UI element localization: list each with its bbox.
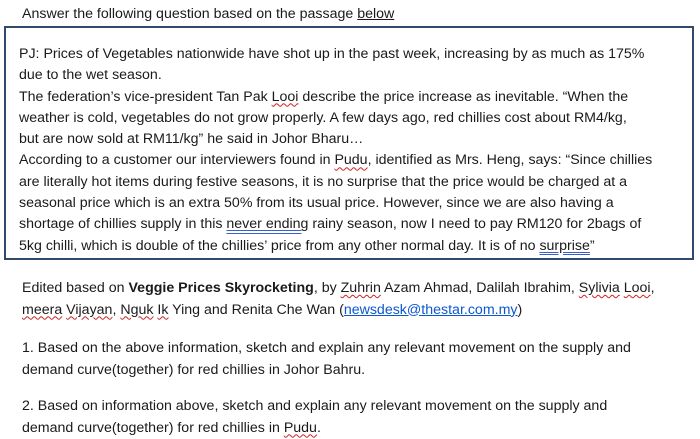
question-2-period: . xyxy=(317,420,321,436)
question-2-line-1: 2. Based on information above, sketch and explain any relevant movement on the supply and xyxy=(22,396,692,418)
author-vijayan: Vijayan xyxy=(66,302,112,318)
credit-line-2 xyxy=(22,300,692,322)
question-2-line-2a: demand curve(together) for red chillies in xyxy=(22,420,284,436)
author-nguk: Nguk xyxy=(120,302,153,318)
instruction-text: Answer the following question based on the passage xyxy=(22,6,357,22)
passage-line-9c: rainy season, now I need to pay RM120 for 2bags of xyxy=(308,216,641,232)
credit-comma: , xyxy=(651,280,655,296)
author-zuhrin: Zuhrin xyxy=(341,280,381,296)
passage-word-looi: Looi xyxy=(272,89,299,105)
passage-line-9 xyxy=(19,214,691,235)
author-sylivia: Sylivia xyxy=(579,280,620,296)
passage-line-1: PJ: Prices of Vegetables nationwide have shot up in the past week, increasing by as much as 175% xyxy=(19,44,691,65)
email-link[interactable]: newsdesk@thestar.com.my xyxy=(344,302,518,318)
question-1-line-1: 1. Based on the above information, sketch and explain any relevant movement on the supply and xyxy=(22,338,692,360)
author-zuhrin-rest: Azam Ahmad, Dalilah Ibrahim, xyxy=(381,280,579,296)
passage-line-9a: shortage of chillies supply in this xyxy=(19,216,226,232)
author-looi: Looi xyxy=(624,280,651,296)
passage-word-pudu: Pudu xyxy=(334,152,367,168)
question-1 xyxy=(22,338,692,381)
instruction-line xyxy=(22,4,394,24)
question-2-word-pudu: Pudu xyxy=(284,420,317,436)
question-1-line-2: demand curve(together) for red chillies in Johor Bahru. xyxy=(22,360,692,382)
credit-pre: Edited based on xyxy=(22,280,129,296)
passage-text xyxy=(19,44,691,257)
passage-line-4: weather is cold, vegetables do not grow properly. A few days ago, red chillies cost about RM4/kg, xyxy=(19,108,691,129)
passage-line-7: are literally hot items during festive seasons, it is no surprise that the price would be charged at a xyxy=(19,172,691,193)
instruction-below: below xyxy=(357,6,394,22)
credit-comma-2: , xyxy=(112,302,120,318)
passage-line-5: but are now sold at RM11/kg” he said in Johor Bharu… xyxy=(19,129,691,150)
passage-line-3 xyxy=(19,87,691,108)
passage-line-10 xyxy=(19,236,691,257)
author-meera: meera xyxy=(22,302,62,318)
credit-line-1 xyxy=(22,278,692,300)
credit-end: ) xyxy=(518,302,523,318)
credit-line xyxy=(22,278,692,321)
passage-line-10c: ” xyxy=(590,238,595,254)
question-2 xyxy=(22,396,692,439)
passage-line-8: seasonal price which is an extra 50% from its usual price. However, since we are also having a xyxy=(19,193,691,214)
passage-line-10a: 5kg chilli, which is double of the chillies’ price from any other normal day. It is of no xyxy=(19,238,539,254)
passage-line-6a: According to a customer our interviewers found in xyxy=(19,152,334,168)
passage-line-6c: , identified as Mrs. Heng, says: “Since chillies xyxy=(368,152,653,168)
credit-title: Veggie Prices Skyrocketing xyxy=(129,280,314,296)
question-2-line-2 xyxy=(22,418,692,439)
passage-line-2: due to the wet season. xyxy=(19,65,691,86)
credit-mid: , by xyxy=(314,280,341,296)
passage-line-3a: The federation’s vice-president Tan Pak xyxy=(19,89,272,105)
author-ik: Ik xyxy=(157,302,168,318)
credit-rest: Ying and Renita Che Wan ( xyxy=(168,302,343,318)
passage-line-6 xyxy=(19,150,691,171)
passage-word-surprise: surprise xyxy=(539,238,589,254)
passage-word-never-ending: never ending xyxy=(226,216,308,232)
passage-line-3c: describe the price increase as inevitable. “When the xyxy=(298,89,628,105)
